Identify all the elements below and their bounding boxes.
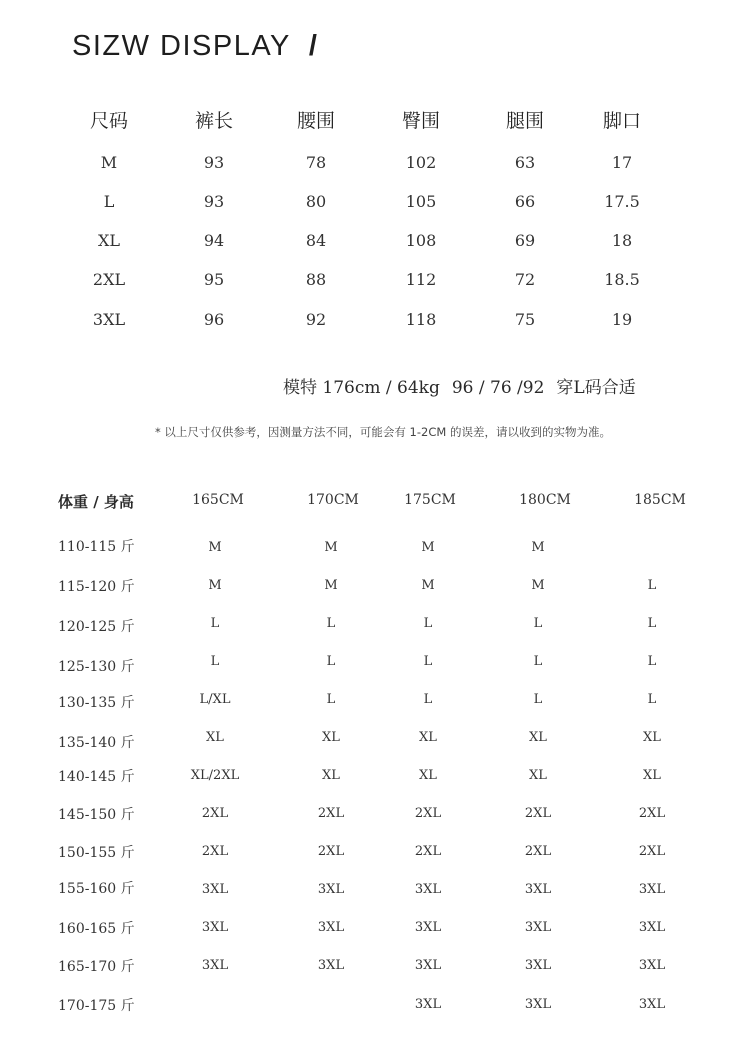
recommend-size-cell: 3XL — [317, 882, 345, 897]
recommend-size-cell: XL — [322, 768, 340, 783]
page-title — [72, 30, 318, 63]
recommend-size-cell: XL — [529, 768, 547, 783]
disclaimer: * 以上尺寸仅供参考，因测量方法不同，可能会有 1-2CM 的误差，请以收到的实物为准。 — [155, 425, 611, 439]
size-table-header: 腿围 — [505, 110, 545, 132]
recommend-size-cell: L — [423, 616, 433, 631]
size-table-cell: 18.5 — [604, 270, 640, 289]
recommend-size-cell: 3XL — [414, 958, 442, 973]
size-table-cell: 80 — [305, 192, 327, 211]
recommend-size-cell: L — [647, 692, 657, 707]
size-table-header: 腰围 — [296, 110, 336, 132]
recommend-size-cell: XL — [643, 730, 661, 745]
recommend-size-cell: L — [326, 616, 336, 631]
size-table-cell: M — [100, 153, 118, 172]
recommend-size-cell: 3XL — [201, 920, 229, 935]
recommend-row-label: 135-140 斤 — [58, 735, 135, 751]
size-table-cell: 84 — [305, 231, 327, 250]
model-label: 模特 — [283, 378, 317, 398]
model-sizes: 96 / 76 /92 — [451, 378, 545, 398]
recommend-size-cell: 2XL — [201, 844, 229, 859]
recommend-size-cell: 2XL — [414, 806, 442, 821]
recommend-size-cell: 3XL — [414, 997, 442, 1012]
size-table-cell: 93 — [203, 153, 225, 172]
model-fit: 穿L码合适 — [556, 378, 636, 398]
size-table-cell: 92 — [305, 310, 327, 329]
size-table-cell: 118 — [405, 310, 437, 329]
recommend-row-label: 170-175 斤 — [58, 998, 135, 1014]
recommend-size-cell: L — [210, 616, 220, 631]
recommend-table-header: 175CM — [404, 492, 456, 508]
size-table-cell: 19 — [611, 310, 633, 329]
recommend-size-cell: 2XL — [524, 844, 552, 859]
size-table-header: 脚口 — [602, 110, 642, 132]
recommend-size-cell: L — [423, 692, 433, 707]
recommend-size-cell: L — [647, 578, 657, 593]
recommend-size-cell: 3XL — [524, 997, 552, 1012]
recommend-size-cell: XL — [419, 730, 437, 745]
recommend-size-cell: L — [210, 654, 220, 669]
recommend-size-cell: 2XL — [414, 844, 442, 859]
recommend-size-cell: 3XL — [524, 958, 552, 973]
recommend-size-cell: 3XL — [524, 882, 552, 897]
size-table-cell: 88 — [305, 270, 327, 289]
recommend-size-cell: L — [647, 654, 657, 669]
recommend-table-header: 170CM — [307, 492, 359, 508]
size-table-cell: 18 — [611, 231, 633, 250]
size-table-header: 裤长 — [194, 110, 234, 132]
size-table-cell: 75 — [514, 310, 536, 329]
recommend-size-cell: L — [533, 616, 543, 631]
recommend-size-cell: L — [326, 692, 336, 707]
size-table-cell: 72 — [514, 270, 536, 289]
recommend-size-cell: M — [531, 578, 545, 593]
size-table-cell: 93 — [203, 192, 225, 211]
size-table-cell: XL — [97, 231, 121, 250]
recommend-row-label: 115-120 斤 — [58, 579, 135, 595]
recommend-size-cell: M — [531, 540, 545, 555]
model-note — [283, 373, 636, 398]
recommend-size-cell: L — [533, 654, 543, 669]
recommend-size-cell: 3XL — [638, 997, 666, 1012]
recommend-size-cell: 2XL — [317, 844, 345, 859]
recommend-size-cell: 3XL — [638, 958, 666, 973]
recommend-size-cell: L — [423, 654, 433, 669]
recommend-size-cell: 2XL — [638, 806, 666, 821]
recommend-size-cell: 2XL — [201, 806, 229, 821]
recommend-row-label: 120-125 斤 — [58, 619, 135, 635]
recommend-size-cell: 3XL — [317, 920, 345, 935]
recommend-size-cell: 3XL — [638, 920, 666, 935]
size-table-cell: 94 — [203, 231, 225, 250]
size-table-cell: 105 — [405, 192, 437, 211]
recommend-size-cell: M — [208, 540, 222, 555]
recommend-size-cell: L/XL — [199, 692, 231, 707]
recommend-size-cell: 2XL — [638, 844, 666, 859]
recommend-size-cell: M — [324, 540, 338, 555]
recommend-size-cell: XL — [322, 730, 340, 745]
size-table-cell: 102 — [405, 153, 437, 172]
size-table-header: 臀围 — [401, 110, 441, 132]
recommend-row-label: 155-160 斤 — [58, 881, 135, 897]
recommend-size-cell: 3XL — [201, 882, 229, 897]
size-table-cell: 112 — [405, 270, 437, 289]
size-table-cell: 17 — [611, 153, 633, 172]
size-table-cell: L — [103, 192, 115, 211]
model-measures: 176cm / 64kg — [322, 378, 440, 398]
recommend-size-cell: M — [208, 578, 222, 593]
size-table-cell: 78 — [305, 153, 327, 172]
recommend-size-cell: 3XL — [638, 882, 666, 897]
recommend-size-cell: XL — [643, 768, 661, 783]
recommend-row-label: 110-115 斤 — [58, 539, 135, 555]
recommend-size-cell: 3XL — [201, 958, 229, 973]
recommend-size-cell: 3XL — [524, 920, 552, 935]
recommend-row-label: 145-150 斤 — [58, 807, 135, 823]
size-table-cell: 2XL — [92, 270, 126, 289]
recommend-row-label: 125-130 斤 — [58, 659, 135, 675]
title-slash: / — [308, 30, 319, 62]
recommend-size-cell: L — [326, 654, 336, 669]
page-title-text: SIZW DISPLAY — [72, 30, 291, 62]
recommend-row-label: 160-165 斤 — [58, 921, 135, 937]
size-table-cell: 95 — [203, 270, 225, 289]
recommend-table-header: 185CM — [634, 492, 686, 508]
size-table-cell: 66 — [514, 192, 536, 211]
recommend-size-cell: M — [421, 540, 435, 555]
recommend-size-cell: 2XL — [317, 806, 345, 821]
size-table-cell: 63 — [514, 153, 536, 172]
recommend-size-cell: 3XL — [317, 958, 345, 973]
size-table-header: 尺码 — [89, 110, 129, 132]
recommend-size-cell: 2XL — [524, 806, 552, 821]
size-table-cell: 17.5 — [604, 192, 640, 211]
recommend-size-cell: XL/2XL — [190, 768, 240, 783]
recommend-row-label: 130-135 斤 — [58, 695, 135, 711]
recommend-row-label: 165-170 斤 — [58, 959, 135, 975]
size-table-cell: 108 — [405, 231, 437, 250]
recommend-size-cell: 3XL — [414, 920, 442, 935]
recommend-size-cell: M — [324, 578, 338, 593]
recommend-size-cell: M — [421, 578, 435, 593]
recommend-size-cell: XL — [529, 730, 547, 745]
size-table-cell: 96 — [203, 310, 225, 329]
recommend-size-cell: 3XL — [414, 882, 442, 897]
recommend-table-corner: 体重 / 身高 — [58, 493, 134, 511]
recommend-table-header: 180CM — [519, 492, 571, 508]
recommend-size-cell: XL — [206, 730, 224, 745]
recommend-row-label: 150-155 斤 — [58, 845, 135, 861]
recommend-size-cell: L — [647, 616, 657, 631]
size-table-cell: 69 — [514, 231, 536, 250]
size-table-cell: 3XL — [92, 310, 126, 329]
recommend-size-cell: XL — [419, 768, 437, 783]
recommend-size-cell: L — [533, 692, 543, 707]
recommend-table-header: 165CM — [192, 492, 244, 508]
recommend-row-label: 140-145 斤 — [58, 769, 135, 785]
